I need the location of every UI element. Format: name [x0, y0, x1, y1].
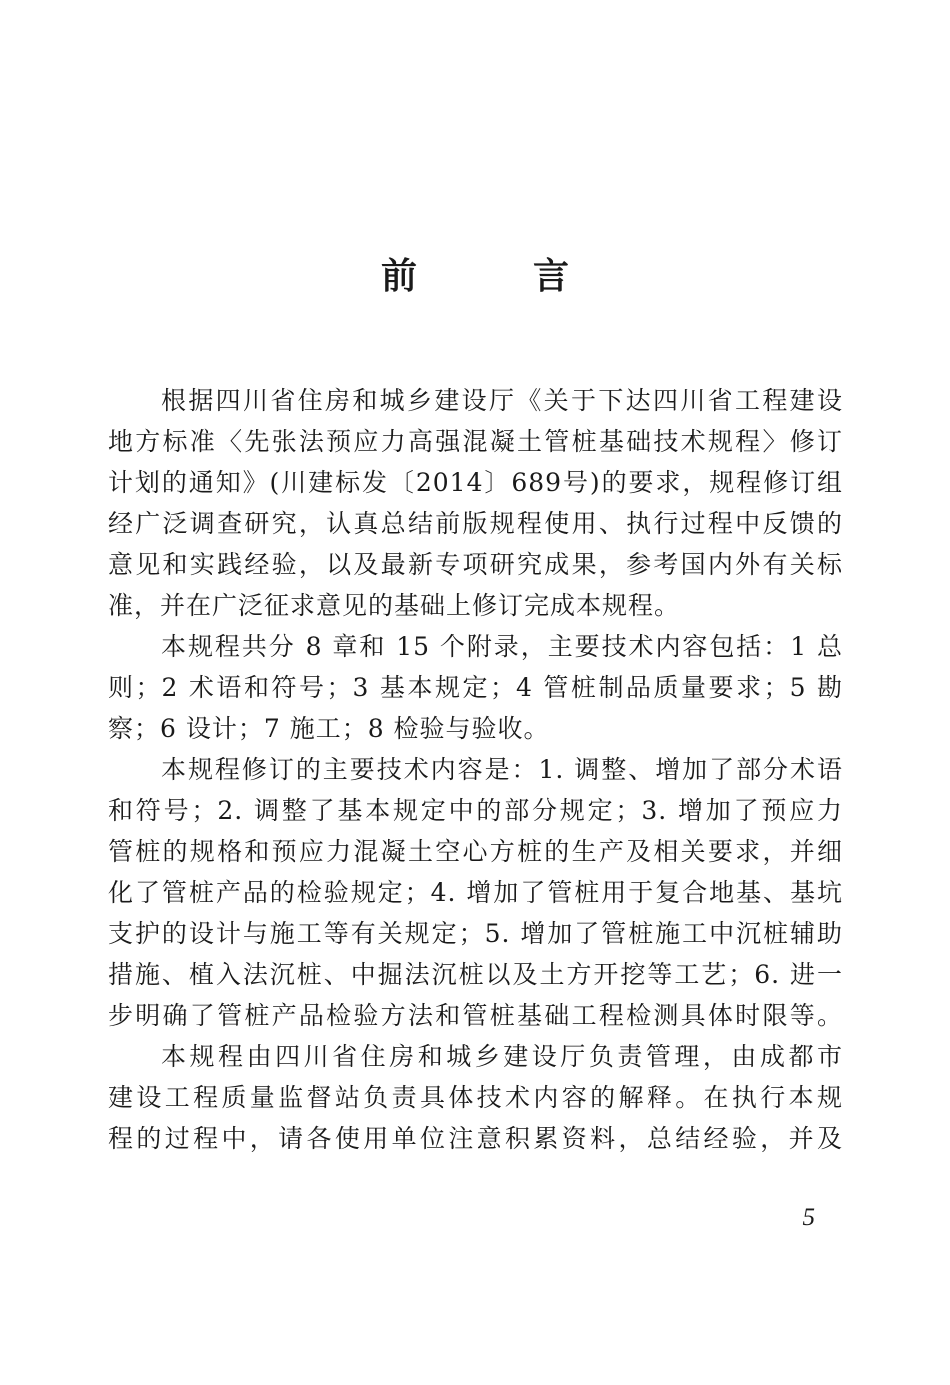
paragraph-3-line-4: 化了管桩产品的检验规定；4. 增加了管桩用于复合地基、基坑 — [108, 878, 843, 907]
paragraph-4-line-2: 建设工程质量监督站负责具体技术内容的解释。在执行本规 — [108, 1083, 843, 1112]
page-number: 5 — [802, 1204, 815, 1231]
paragraph-3-line-5: 支护的设计与施工等有关规定；5. 增加了管桩施工中沉桩辅助 — [108, 919, 843, 948]
paragraph-2-line-3: 察；6 设计；7 施工；8 检验与验收。 — [108, 714, 550, 743]
paragraph-1-line-2: 地方标准〈先张法预应力高强混凝土管桩基础技术规程〉修订 — [108, 427, 843, 456]
paragraph-1-line-1: 根据四川省住房和城乡建设厅《关于下达四川省工程建设 — [161, 386, 843, 415]
body-text — [108, 380, 843, 1159]
paragraph-1-line-5: 意见和实践经验，以及最新专项研究成果，参考国内外有关标 — [108, 550, 843, 579]
paragraph-1-line-6: 准，并在广泛征求意见的基础上修订完成本规程。 — [108, 591, 681, 620]
paragraph-1-line-4: 经广泛调查研究，认真总结前版规程使用、执行过程中反馈的 — [108, 509, 843, 538]
paragraph-2-line-2: 则；2 术语和符号；3 基本规定；4 管桩制品质量要求；5 勘 — [108, 673, 843, 702]
paragraph-3-line-3: 管桩的规格和预应力混凝土空心方桩的生产及相关要求，并细 — [108, 837, 843, 866]
paragraph-3-line-2: 和符号；2. 调整了基本规定中的部分规定；3. 增加了预应力 — [108, 796, 843, 825]
paragraph-3-line-7: 步明确了管桩产品检验方法和管桩基础工程检测具体时限等。 — [108, 1001, 843, 1030]
paragraph-1-line-3: 计划的通知》(川建标发〔2014〕689号)的要求，规程修订组 — [108, 468, 843, 497]
paragraph-2-line-1: 本规程共分 8 章和 15 个附录，主要技术内容包括：1 总 — [161, 632, 843, 661]
paragraph-3-line-1: 本规程修订的主要技术内容是：1. 调整、增加了部分术语 — [161, 755, 843, 784]
page-title: 前 言 — [380, 255, 609, 297]
paragraph-4-line-3: 程的过程中，请各使用单位注意积累资料，总结经验，并及 — [108, 1124, 843, 1153]
paragraph-4-line-1: 本规程由四川省住房和城乡建设厅负责管理，由成都市 — [161, 1042, 843, 1071]
paragraph-3-line-6: 措施、植入法沉桩、中掘法沉桩以及土方开挖等工艺；6. 进一 — [108, 960, 843, 989]
